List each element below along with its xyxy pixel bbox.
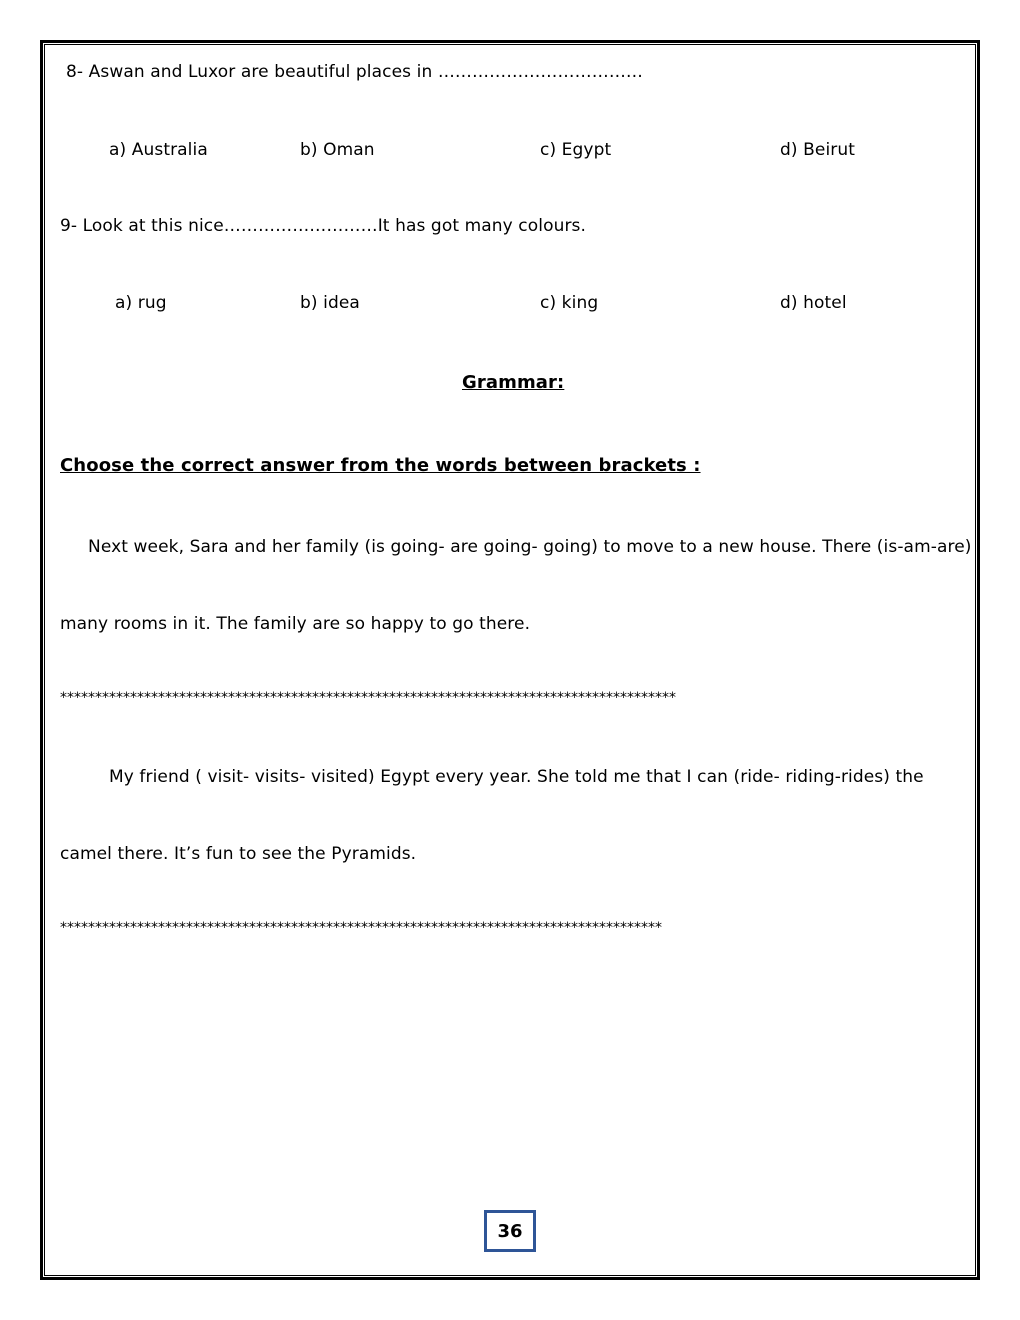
question-8-option-c: c) Egypt: [540, 140, 612, 160]
question-8-option-b: b) Oman: [300, 140, 375, 160]
passage-2-line-2: camel there. It’s fun to see the Pyramids.: [60, 844, 417, 864]
passage-1-line-2: many rooms in it. The family are so happy to go there.: [60, 614, 531, 634]
grammar-heading: Grammar:: [462, 372, 565, 393]
question-9-option-d: d) hotel: [780, 293, 847, 313]
page-number: 36: [484, 1210, 536, 1252]
question-8-option-a: a) Australia: [109, 140, 208, 160]
question-8-option-d: d) Beirut: [780, 140, 856, 160]
question-9-stem: 9- Look at this nice………………………It has got many colours.: [60, 216, 586, 236]
grammar-instruction: Choose the correct answer from the words between brackets :: [60, 455, 701, 476]
question-9-option-c: c) king: [540, 293, 599, 313]
separator-2: **************************************************************************************: [60, 920, 662, 936]
separator-1: ****************************************************************************************: [60, 690, 676, 706]
passage-1-line-1: Next week, Sara and her family (is going- are going- going) to move to a new house. There (is-am-are): [88, 537, 972, 557]
question-8-stem: 8- Aswan and Luxor are beautiful places in ………………………………: [66, 62, 644, 82]
passage-2-line-1: My friend ( visit- visits- visited) Egypt every year. She told me that I can (ride- riding-rides) the: [109, 767, 924, 787]
question-9-option-a: a) rug: [115, 293, 167, 313]
question-9-option-b: b) idea: [300, 293, 360, 313]
